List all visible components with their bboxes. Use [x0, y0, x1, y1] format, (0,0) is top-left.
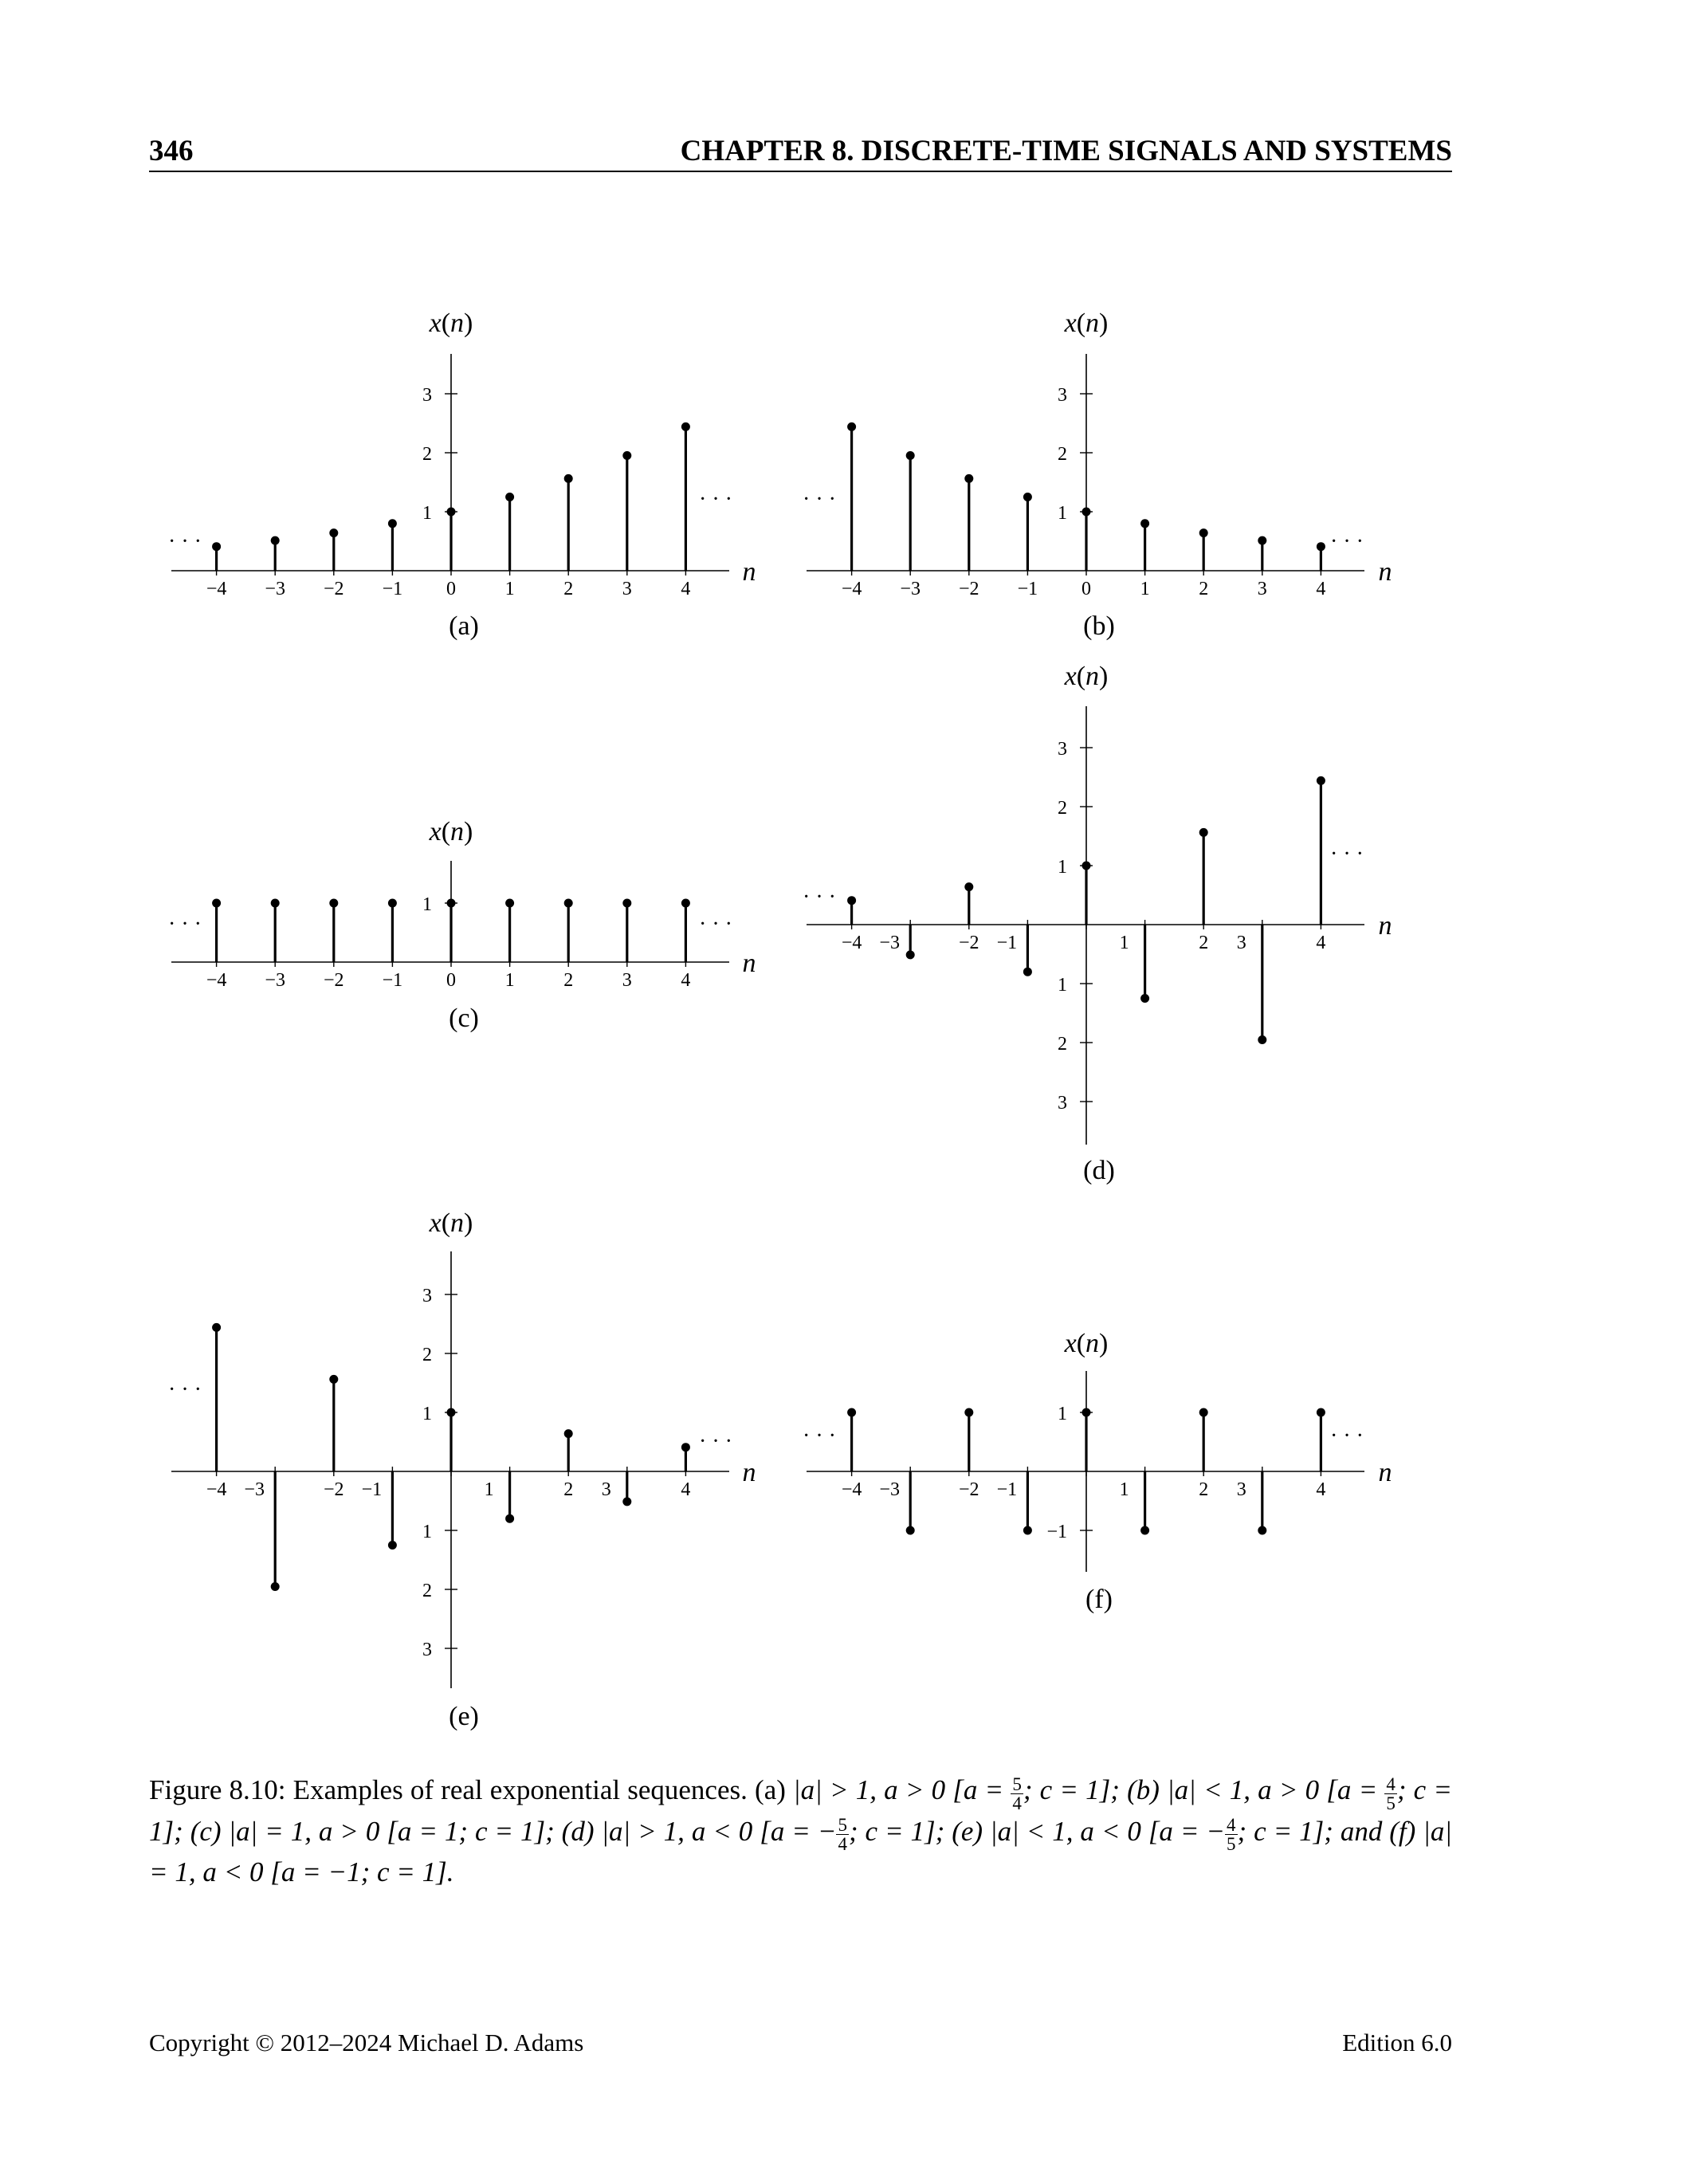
- x-tick-label: 4: [1316, 1479, 1326, 1500]
- y-tick-label: 1: [422, 503, 432, 524]
- stem-marker: [447, 899, 456, 908]
- x-tick-label: 2: [1199, 1479, 1209, 1500]
- footer-edition: Edition 6.0: [1342, 2029, 1452, 2056]
- stem-marker: [1258, 1035, 1266, 1044]
- stem-marker: [505, 899, 514, 908]
- stem-marker: [906, 1526, 915, 1535]
- y-tick-label: 1: [1058, 503, 1067, 524]
- x-tick-label: −4: [841, 933, 862, 953]
- ellipsis-right: · · ·: [1330, 1424, 1364, 1448]
- stem-plot-f: [803, 1329, 1392, 1614]
- x-axis-label: n: [742, 1458, 756, 1487]
- stem-marker: [1082, 508, 1091, 517]
- stem-marker: [964, 882, 973, 891]
- ellipsis-right: · · ·: [1330, 529, 1364, 554]
- y-tick-label: 3: [1058, 385, 1067, 406]
- x-tick-label: 4: [681, 1479, 691, 1500]
- stem-marker: [564, 474, 573, 483]
- caption-text: |a| > 1, a < 0 [a = −: [601, 1815, 837, 1847]
- x-tick-label: 1: [1140, 579, 1150, 599]
- caption-text: |a| > 1, a > 0 [a =: [793, 1774, 1011, 1805]
- panel-label: (d): [1083, 1156, 1115, 1185]
- stem-marker: [906, 950, 915, 959]
- x-tick-label: 4: [1316, 933, 1326, 953]
- stem-marker: [1258, 536, 1266, 545]
- stem-marker: [329, 528, 338, 537]
- stem-marker: [1140, 519, 1149, 528]
- x-tick-label: −2: [959, 579, 979, 599]
- stem-plot-a: [168, 308, 756, 641]
- stem-marker: [1140, 994, 1149, 1003]
- stem-marker: [1317, 542, 1325, 551]
- x-tick-label: 1: [504, 970, 515, 991]
- ellipsis-left: · · ·: [168, 912, 202, 937]
- caption-text: |a| < 1, a > 0 [a =: [1167, 1774, 1385, 1805]
- y-tick-label: 1: [422, 1404, 432, 1424]
- stem-marker: [564, 899, 573, 908]
- y-axis-label: x(n): [429, 1208, 473, 1238]
- x-tick-label: −2: [959, 1479, 979, 1500]
- x-tick-label: −2: [324, 1479, 344, 1500]
- stem-marker: [1082, 1408, 1091, 1417]
- x-axis-label: n: [1378, 557, 1392, 587]
- stem-marker: [1258, 1526, 1266, 1535]
- stem-marker: [1317, 1408, 1325, 1417]
- x-tick-label: 2: [563, 579, 574, 599]
- x-tick-label: −3: [244, 1479, 265, 1500]
- stem-marker: [1199, 828, 1208, 837]
- y-tick-label: 1: [1058, 975, 1067, 996]
- x-tick-label: −4: [206, 1479, 227, 1500]
- x-axis-label: n: [1378, 1458, 1392, 1487]
- stem-marker: [564, 1429, 573, 1438]
- stem-marker: [271, 899, 280, 908]
- ellipsis-left: · · ·: [168, 1377, 202, 1402]
- ellipsis-right: · · ·: [1330, 842, 1364, 866]
- panel-label: (e): [449, 1702, 479, 1731]
- x-tick-label: −1: [996, 1479, 1018, 1500]
- stem-marker: [1140, 1526, 1149, 1535]
- stem-plot-b: [803, 308, 1392, 641]
- chapter-title: CHAPTER 8. DISCRETE-TIME SIGNALS AND SYSTEMS: [680, 135, 1452, 167]
- x-tick-label: 2: [563, 970, 574, 991]
- x-tick-label: 1: [1119, 933, 1129, 953]
- x-tick-label: −3: [265, 970, 285, 991]
- x-tick-label: 3: [1236, 1479, 1246, 1500]
- stem-marker: [681, 1443, 690, 1451]
- stem-marker: [622, 899, 631, 908]
- stem-marker: [447, 508, 456, 517]
- ellipsis-left: · · ·: [803, 885, 836, 909]
- y-tick-label: −1: [1046, 1522, 1067, 1542]
- stem-marker: [1317, 776, 1325, 785]
- caption-text: ; c = 1]; (e): [848, 1815, 991, 1847]
- x-tick-label: 4: [1316, 579, 1326, 599]
- stem-marker: [329, 1375, 338, 1384]
- stem-marker: [1199, 1408, 1208, 1417]
- x-tick-label: −2: [324, 579, 344, 599]
- y-tick-label: 3: [1058, 739, 1067, 760]
- stem-marker: [447, 1408, 456, 1417]
- stem-marker: [212, 542, 221, 551]
- caption-text: |a| = 1, a > 0 [a = 1; c = 1]; (d): [228, 1815, 602, 1847]
- caption-text: ; c = 1]; (b): [1023, 1774, 1168, 1805]
- x-tick-label: −1: [361, 1479, 383, 1500]
- y-tick-label: 1: [422, 1522, 432, 1542]
- stem-marker: [388, 899, 397, 908]
- x-tick-label: −3: [900, 579, 921, 599]
- y-tick-label: 3: [1058, 1093, 1067, 1114]
- x-tick-label: −4: [206, 970, 227, 991]
- ellipsis-right: · · ·: [699, 1429, 732, 1454]
- stem-marker: [505, 1514, 514, 1523]
- stem-marker: [847, 422, 856, 431]
- fraction: $\frac{5}{4}$: [1012, 1774, 1022, 1813]
- x-tick-label: 3: [1257, 579, 1267, 599]
- y-tick-label: 2: [422, 444, 432, 465]
- y-tick-label: 1: [1058, 857, 1067, 878]
- panel-label: (c): [449, 1004, 479, 1033]
- stem-marker: [1023, 493, 1032, 501]
- y-tick-label: 2: [1058, 798, 1067, 819]
- ellipsis-left: · · ·: [803, 1424, 836, 1448]
- y-axis-label: x(n): [1064, 1329, 1109, 1358]
- x-axis-label: n: [1378, 911, 1392, 941]
- x-tick-label: 0: [446, 579, 456, 599]
- y-tick-label: 3: [422, 1286, 432, 1306]
- stem-marker: [847, 1408, 856, 1417]
- panel-label: (b): [1083, 611, 1115, 641]
- y-tick-label: 3: [422, 1640, 432, 1660]
- x-tick-label: 2: [1199, 579, 1209, 599]
- stem-marker: [964, 474, 973, 483]
- x-tick-label: 3: [601, 1479, 611, 1500]
- stem-marker: [388, 519, 397, 528]
- y-axis-label: x(n): [429, 308, 473, 338]
- ellipsis-right: · · ·: [699, 912, 732, 937]
- x-tick-label: −3: [879, 933, 900, 953]
- x-tick-label: 0: [446, 970, 456, 991]
- stem-marker: [271, 536, 280, 545]
- y-axis-label: x(n): [1064, 308, 1109, 338]
- x-tick-label: 3: [622, 579, 632, 599]
- stem-marker: [1023, 968, 1032, 976]
- stem-marker: [681, 422, 690, 431]
- stem-marker: [212, 1323, 221, 1332]
- x-tick-label: 3: [622, 970, 632, 991]
- x-tick-label: −2: [324, 970, 344, 991]
- y-tick-label: 2: [422, 1581, 432, 1601]
- x-tick-label: 4: [681, 579, 691, 599]
- panel-label: (f): [1085, 1585, 1113, 1614]
- stem-marker: [681, 899, 690, 908]
- y-tick-label: 3: [422, 385, 432, 406]
- x-tick-label: −3: [879, 1479, 900, 1500]
- y-tick-label: 2: [422, 1345, 432, 1365]
- ellipsis-left: · · ·: [168, 529, 202, 554]
- caption-text: ; c = 1]; and (f): [1237, 1815, 1423, 1847]
- stem-marker: [212, 899, 221, 908]
- x-tick-label: −1: [996, 933, 1018, 953]
- x-tick-label: −2: [959, 933, 979, 953]
- caption-text: ; c = 1]; (c): [149, 1774, 1452, 1847]
- stem-marker: [964, 1408, 973, 1417]
- stem-marker: [847, 896, 856, 905]
- y-axis-label: x(n): [429, 817, 473, 846]
- panel-label: (a): [449, 611, 479, 641]
- x-tick-label: −4: [841, 579, 862, 599]
- stem-plot-d: [803, 662, 1392, 1185]
- stem-marker: [1199, 528, 1208, 537]
- stem-marker: [329, 899, 338, 908]
- x-tick-label: −3: [265, 579, 285, 599]
- x-tick-label: −1: [382, 970, 403, 991]
- figure-caption: [149, 1771, 1452, 1891]
- stem-marker: [622, 451, 631, 460]
- caption-text: |a| < 1, a < 0 [a = −: [990, 1815, 1226, 1847]
- stem-marker: [1023, 1526, 1032, 1535]
- stem-marker: [1082, 862, 1091, 870]
- x-axis-label: n: [742, 949, 756, 978]
- y-tick-label: 1: [422, 894, 432, 915]
- caption-text: |a| = 1, a < 0 [a = −1; c = 1].: [149, 1815, 1452, 1888]
- x-tick-label: 0: [1081, 579, 1091, 599]
- y-tick-label: 2: [1058, 444, 1067, 465]
- x-axis-label: n: [742, 557, 756, 587]
- stem-marker: [388, 1541, 397, 1550]
- x-tick-label: 1: [504, 579, 515, 599]
- stem-plot-c: [168, 817, 756, 1033]
- stem-marker: [271, 1582, 280, 1591]
- y-axis-label: x(n): [1064, 662, 1109, 691]
- x-tick-label: 1: [1119, 1479, 1129, 1500]
- page-number: 346: [149, 135, 194, 167]
- x-tick-label: −4: [841, 1479, 862, 1500]
- x-tick-label: −4: [206, 579, 227, 599]
- x-tick-label: 3: [1236, 933, 1246, 953]
- x-tick-label: 1: [484, 1479, 494, 1500]
- y-tick-label: 2: [1058, 1034, 1067, 1055]
- footer-copyright: Copyright © 2012–2024 Michael D. Adams: [149, 2029, 584, 2056]
- x-tick-label: −1: [1017, 579, 1038, 599]
- fraction: $\frac{4}{5}$: [1386, 1774, 1396, 1813]
- x-tick-label: 2: [1199, 933, 1209, 953]
- ellipsis-right: · · ·: [699, 487, 732, 512]
- caption-text: Figure 8.10: Examples of real exponential sequences. (a): [149, 1774, 794, 1805]
- x-tick-label: 2: [563, 1479, 574, 1500]
- y-tick-label: 1: [1058, 1404, 1067, 1424]
- ellipsis-left: · · ·: [803, 487, 836, 512]
- stem-marker: [906, 451, 915, 460]
- fraction: $\frac{4}{5}$: [1227, 1815, 1236, 1855]
- stem-plot-e: [168, 1208, 756, 1731]
- x-tick-label: −1: [382, 579, 403, 599]
- fraction: $\frac{5}{4}$: [838, 1815, 847, 1855]
- x-tick-label: 4: [681, 970, 691, 991]
- stem-marker: [505, 493, 514, 501]
- stem-marker: [622, 1497, 631, 1506]
